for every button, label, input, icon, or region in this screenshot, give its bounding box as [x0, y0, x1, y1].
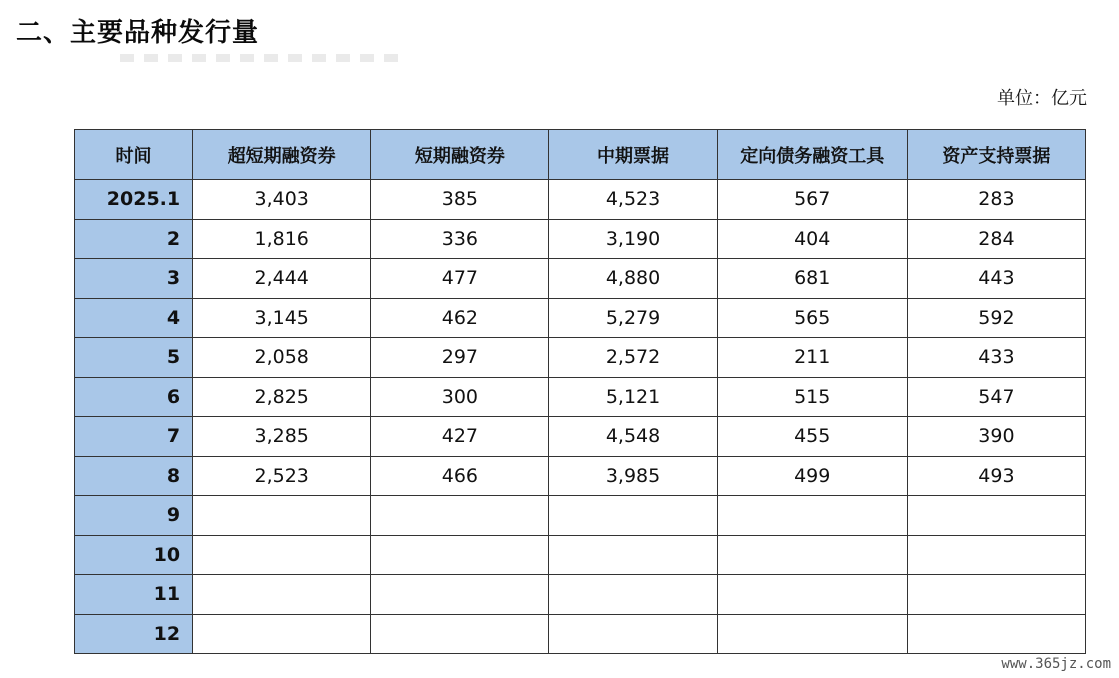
table-cell: 443 — [907, 259, 1085, 299]
table-cell — [717, 614, 907, 654]
row-label: 2025.1 — [75, 180, 193, 220]
table-cell — [907, 575, 1085, 615]
watermark-text: www.365jz.com — [1001, 656, 1111, 672]
table-cell: 499 — [717, 456, 907, 496]
table-cell — [371, 614, 549, 654]
table-cell — [193, 535, 371, 575]
table-cell: 3,190 — [549, 219, 717, 259]
column-header-ppn: 定向债务融资工具 — [717, 130, 907, 180]
issuance-table — [74, 129, 1086, 654]
table-row — [75, 575, 1086, 615]
table-cell: 385 — [371, 180, 549, 220]
table-cell: 4,548 — [549, 417, 717, 457]
table-cell: 3,985 — [549, 456, 717, 496]
table-row — [75, 377, 1086, 417]
row-label: 10 — [75, 535, 193, 575]
section-heading: 二、主要品种发行量 — [16, 18, 260, 48]
table-row — [75, 180, 1086, 220]
row-label: 12 — [75, 614, 193, 654]
row-label: 7 — [75, 417, 193, 457]
column-header-medium-term-notes: 中期票据 — [549, 130, 717, 180]
table-cell: 4,880 — [549, 259, 717, 299]
table-cell: 462 — [371, 298, 549, 338]
table-cell: 547 — [907, 377, 1085, 417]
table-cell: 565 — [717, 298, 907, 338]
table-cell: 681 — [717, 259, 907, 299]
table-cell: 284 — [907, 219, 1085, 259]
table-row — [75, 338, 1086, 378]
table-cell: 2,572 — [549, 338, 717, 378]
table-cell: 2,058 — [193, 338, 371, 378]
table-cell: 404 — [717, 219, 907, 259]
table-cell — [193, 496, 371, 536]
table-row — [75, 219, 1086, 259]
table-cell — [717, 535, 907, 575]
table-cell: 3,145 — [193, 298, 371, 338]
table-row — [75, 417, 1086, 457]
table-row — [75, 614, 1086, 654]
table-cell: 433 — [907, 338, 1085, 378]
table-cell: 283 — [907, 180, 1085, 220]
table-cell: 427 — [371, 417, 549, 457]
table-cell: 2,523 — [193, 456, 371, 496]
table-cell: 297 — [371, 338, 549, 378]
table-cell: 211 — [717, 338, 907, 378]
table-cell: 1,816 — [193, 219, 371, 259]
table-cell — [193, 614, 371, 654]
table-cell: 4,523 — [549, 180, 717, 220]
table-cell: 5,121 — [549, 377, 717, 417]
table-cell — [549, 496, 717, 536]
table-cell — [717, 575, 907, 615]
table-cell: 3,403 — [193, 180, 371, 220]
header-row — [75, 130, 1086, 180]
table-cell — [549, 535, 717, 575]
row-label: 11 — [75, 575, 193, 615]
table-cell — [907, 614, 1085, 654]
table-cell: 2,444 — [193, 259, 371, 299]
table-row — [75, 259, 1086, 299]
row-label: 6 — [75, 377, 193, 417]
table-cell: 390 — [907, 417, 1085, 457]
table-cell: 592 — [907, 298, 1085, 338]
column-header-super-short-term: 超短期融资券 — [193, 130, 371, 180]
row-label: 2 — [75, 219, 193, 259]
table-cell: 2,825 — [193, 377, 371, 417]
faded-text-line — [120, 54, 400, 62]
column-header-abn: 资产支持票据 — [907, 130, 1085, 180]
row-label: 5 — [75, 338, 193, 378]
column-header-time: 时间 — [75, 130, 193, 180]
table-cell: 466 — [371, 456, 549, 496]
table-cell — [193, 575, 371, 615]
table-cell — [371, 496, 549, 536]
row-label: 9 — [75, 496, 193, 536]
table-cell — [549, 614, 717, 654]
table-cell: 493 — [907, 456, 1085, 496]
table-cell — [371, 575, 549, 615]
table-cell: 5,279 — [549, 298, 717, 338]
row-label: 3 — [75, 259, 193, 299]
table-cell: 300 — [371, 377, 549, 417]
table-cell — [549, 575, 717, 615]
table-cell — [371, 535, 549, 575]
row-label: 8 — [75, 456, 193, 496]
table-cell — [907, 496, 1085, 536]
table-cell: 455 — [717, 417, 907, 457]
table-cell: 3,285 — [193, 417, 371, 457]
row-label: 4 — [75, 298, 193, 338]
table-cell: 336 — [371, 219, 549, 259]
table-cell — [717, 496, 907, 536]
table-row — [75, 298, 1086, 338]
table-cell — [907, 535, 1085, 575]
table-row — [75, 535, 1086, 575]
table-cell: 477 — [371, 259, 549, 299]
table-cell: 515 — [717, 377, 907, 417]
column-header-short-term: 短期融资券 — [371, 130, 549, 180]
unit-label: 单位：亿元 — [997, 88, 1087, 109]
table-cell: 567 — [717, 180, 907, 220]
table-row — [75, 496, 1086, 536]
table-row — [75, 456, 1086, 496]
